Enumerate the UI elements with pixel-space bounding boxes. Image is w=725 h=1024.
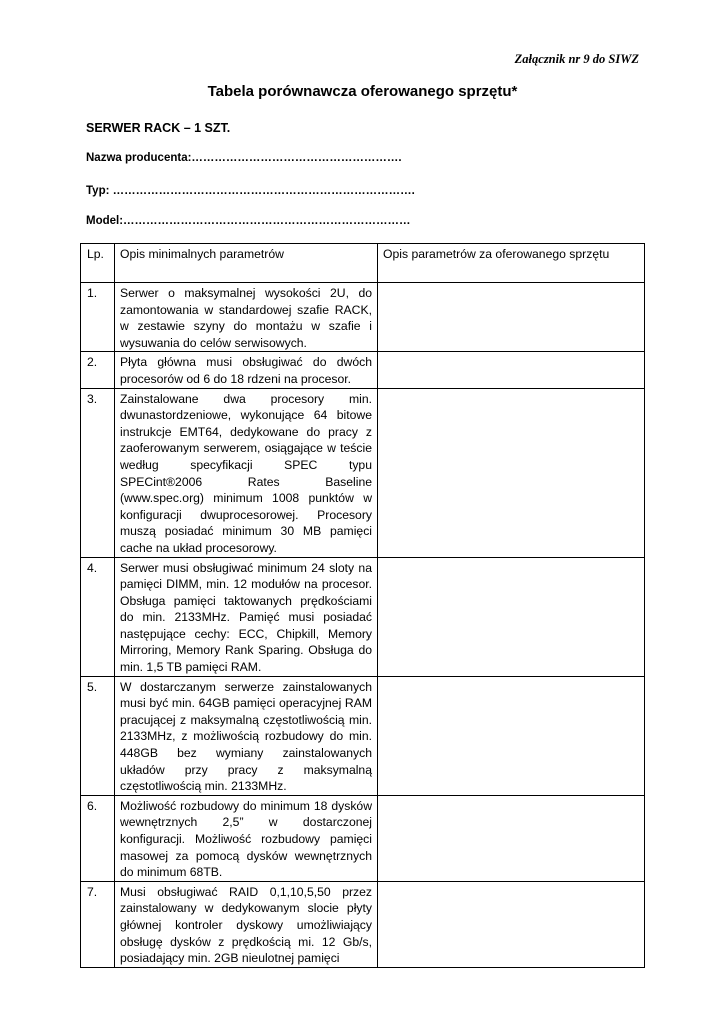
row-number: 3. xyxy=(81,388,115,557)
producer-field: Nazwa producenta:………………………………………………. xyxy=(86,152,402,164)
table-row xyxy=(81,388,645,557)
row-offer-cell[interactable] xyxy=(378,676,645,795)
row-offer-cell[interactable] xyxy=(378,283,645,352)
row-description: Serwer musi obsługiwać minimum 24 sloty na pamięci DIMM, min. 12 modułów na procesor. Obsługa pamięci taktowanych prędkościami do min. 2133MHz. Pamięć musi posiadać następujące cechy: ECC, Chipkill, Memory Mirroring, Memory Rank Sparing. Obsługa do min. 1,5 TB pamięci RAM. xyxy=(115,557,378,676)
row-number: 2. xyxy=(81,352,115,388)
row-number: 7. xyxy=(81,881,115,967)
row-offer-cell[interactable] xyxy=(378,881,645,967)
table-row xyxy=(81,795,645,881)
table-row xyxy=(81,676,645,795)
row-description: Serwer o maksymalnej wysokości 2U, do zamontowania w standardowej szafie RACK, w zestawie szyny do montażu w szafie i wysuwania do celów serwisowych. xyxy=(115,283,378,352)
row-description: Możliwość rozbudowy do minimum 18 dysków wewnętrznych 2,5” w dostarczonej konfiguracji. Możliwość rozbudowy pamięci masowej za pomocą dysków wewnętrznych do minimum 68TB. xyxy=(115,795,378,881)
table-header-row xyxy=(81,244,645,283)
comparison-table xyxy=(80,243,645,968)
annex-label: Załącznik nr 9 do SIWZ xyxy=(514,52,639,66)
table-row xyxy=(81,283,645,352)
section-title: SERWER RACK – 1 SZT. xyxy=(86,121,231,135)
row-number: 6. xyxy=(81,795,115,881)
row-description: W dostarczanym serwerze zainstalowanych musi być min. 64GB pamięci operacyjnej RAM pracującej z maksymalną częstotliwością min. 2133MHz, z możliwością rozbudowy do min. 448GB bez wymiany zainstalowanych układów przy pracy z maksymalną częstotliwością min. 2133MHz. xyxy=(115,676,378,795)
header-lp: Lp. xyxy=(81,244,115,283)
row-description: Musi obsługiwać RAID 0,1,10,5,50 przez zainstalowany w dedykowanym slocie płyty głównej kontroler dyskowy umożliwiający obsługę dysków z prędkością mi. 12 Gb/s, posiadający min. 2GB nieulotnej pamięci xyxy=(115,881,378,967)
row-offer-cell[interactable] xyxy=(378,388,645,557)
row-offer-cell[interactable] xyxy=(378,352,645,388)
page-title: Tabela porównawcza oferowanego sprzętu* xyxy=(207,83,518,100)
table-row xyxy=(81,352,645,388)
header-offered-params: Opis parametrów za oferowanego sprzętu xyxy=(378,244,645,283)
table-row xyxy=(81,557,645,676)
header-min-params: Opis minimalnych parametrów xyxy=(115,244,378,283)
row-offer-cell[interactable] xyxy=(378,557,645,676)
row-description: Płyta główna musi obsługiwać do dwóch procesorów od 6 do 18 rdzeni na procesor. xyxy=(115,352,378,388)
row-number: 1. xyxy=(81,283,115,352)
row-number: 4. xyxy=(81,557,115,676)
table-row xyxy=(81,881,645,967)
row-number: 5. xyxy=(81,676,115,795)
row-offer-cell[interactable] xyxy=(378,795,645,881)
model-field: Model:………………………………………………………………… xyxy=(86,215,411,227)
row-description: Zainstalowane dwa procesory min. dwunastordzeniowe, wykonujące 64 bitowe instrukcje EMT64, dedykowane do pracy z zaoferowanym serwerem, osiągające w teście według specyfikacji SPEC typu SPECint®2006 Rates Baseline (www.spec.org) minimum 1008 punktów w konfiguracji dwuprocesorowej. Procesory muszą posiadać minimum 30 MB pamięci cache na układ procesorowy. xyxy=(115,388,378,557)
type-field: Typ: ……………………………………………………………………. xyxy=(86,185,415,197)
